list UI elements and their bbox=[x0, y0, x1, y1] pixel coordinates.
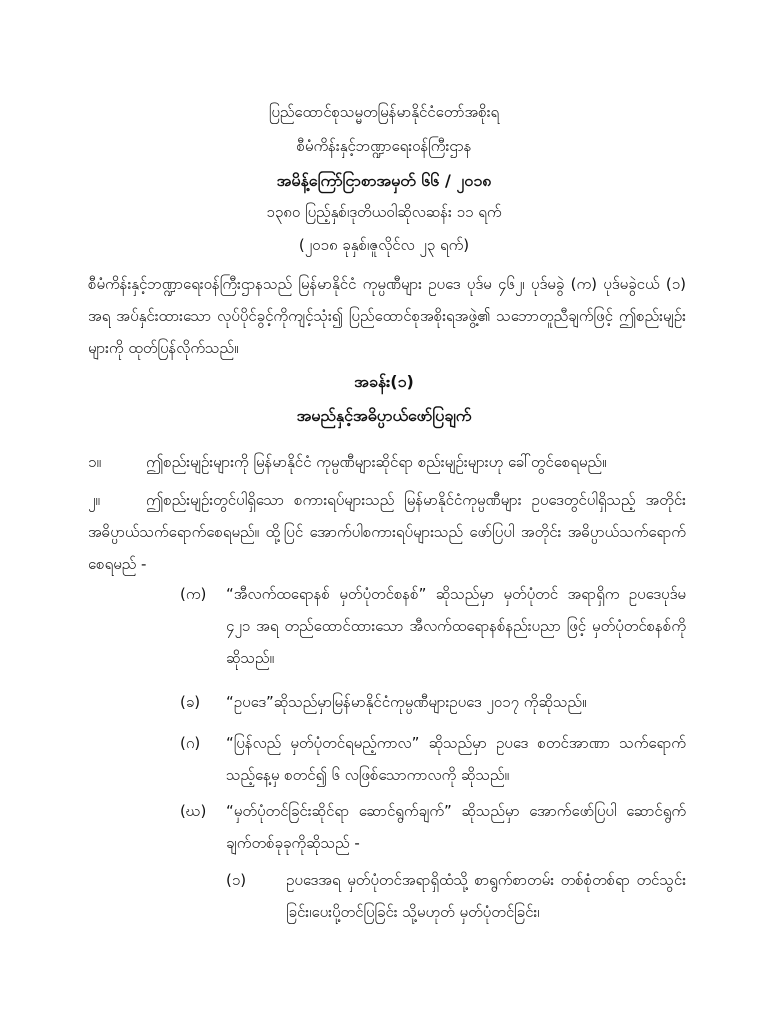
item-label: (ဂ) bbox=[180, 734, 201, 752]
paragraph-text: ဤစည်းမျဉ်းများကို မြန်မာနိုင်ငံ ကုမ္ပဏီများဆိုင်ရာ စည်းမျဉ်းများဟု ခေါ်တွင်စေရမည်။ bbox=[146, 453, 607, 471]
government-heading: ပြည်ထောင်စုသမ္မတမြန်မာနိုင်ငံတော်အစိုးရ bbox=[268, 103, 500, 121]
definition-item-kha bbox=[180, 686, 686, 718]
sub-item-label: (၁) bbox=[226, 871, 247, 889]
item-text: “အီလက်ထရောနစ် မှတ်ပုံတင်စနစ်” ဆိုသည်မှာ မှတ်ပုံတင် အရာရှိက ဥပဒေပုဒ်မ ၄၂၁ အရ တည်ထောင်ထားသော အီလက်ထရောနစ်နည်းပညာ ဖြင့် မှတ်ပုံတင်စနစ်ကို ဆိုသည်။ bbox=[226, 585, 686, 667]
myanmar-date: ၁၃၈၀ ပြည့်နှစ်၊ဒုတိယဝါဆိုလဆန်း ၁၁ ရက် bbox=[266, 203, 502, 221]
gregorian-date: (၂၀၁၈ ခုနှစ်၊ဇူလိုင်လ ၂၃ ရက်) bbox=[298, 236, 470, 254]
ministry-heading: စီမံကိန်းနှင့်ဘဏ္ဍာရေးဝန်ကြီးဌာန bbox=[296, 137, 472, 155]
paragraph-number: ၁။ bbox=[88, 453, 101, 471]
item-text: “မှတ်ပုံတင်ခြင်းဆိုင်ရာ ဆောင်ရွက်ချက်” ဆိုသည်မှာ အောက်ဖော်ပြပါ ဆောင်ရွက်ချက်တစ်ခုခုကိုဆိုသည် - bbox=[226, 802, 686, 852]
sub-item-1 bbox=[226, 864, 686, 928]
definition-item-gha bbox=[180, 795, 686, 859]
item-text: “ဥပဒေ”ဆိုသည်မှာမြန်မာနိုင်ငံကုမ္ပဏီများဥပဒေ ၂၀၁၇ ကိုဆိုသည်။ bbox=[226, 693, 587, 711]
chapter-subtitle: အမည်နှင့်အဓိပ္ပာယ်ဖော်ပြချက် bbox=[296, 406, 472, 425]
paragraph-number: ၂။ bbox=[88, 491, 100, 509]
item-label: (က) bbox=[180, 585, 207, 603]
paragraph-text: ဤစည်းမျဉ်းတွင်ပါရှိသော စကားရပ်များသည် မြန်မာနိုင်ငံကုမ္ပဏီများ ဥပဒေတွင်ပါရှိသည့် အတိုင်း အဓိပ္ပာယ်သက်ရောက်စေရမည်။ ထို့ပြင် အောက်ပါစကားရပ်များသည် ဖော်ပြပါ အတိုင်း အဓိပ္ပာယ်သက်ရောက်စေရမည် - bbox=[88, 491, 686, 573]
definition-item-ka bbox=[180, 578, 686, 674]
sub-item-text: ဥပဒေအရ မှတ်ပုံတင်အရာရှိထံသို့ စာရွက်စာတမ်း တစ်စုံတစ်ရာ တင်သွင်းခြင်း၊ပေးပို့တင်ပြခြင်း သို့မဟုတ် မှတ်ပုံတင်ခြင်း၊ bbox=[286, 871, 686, 921]
item-label: (ခ) bbox=[180, 693, 201, 711]
intro-paragraph: စီမံကိန်းနှင့်ဘဏ္ဍာရေးဝန်ကြီးဌာနသည် မြန်မာနိုင်ငံ ကုမ္ပဏီများ ဥပဒေ ပုဒ်မ ၄၆၂၊ ပုဒ်မခွဲ (က) ပုဒ်မခွဲငယ် (၁) အရ အပ်နှင်းထားသော လုပ်ပိုင်ခွင့်ကိုကျင့်သုံး၍ ပြည်ထောင်စုအစိုးရအဖွဲ့၏ သဘောတူညီချက်ဖြင့် ဤစည်းမျဉ်းများကို ထုတ်ပြန်လိုက်သည်။ bbox=[88, 275, 686, 357]
notification-number: အမိန့်ကြော်ငြာစာအမှတ် ၆၆ / ၂၀၁၈ bbox=[276, 171, 492, 190]
definition-item-ga bbox=[180, 727, 686, 791]
paragraph-2 bbox=[88, 484, 686, 580]
chapter-title: အခန်း(၁) bbox=[354, 372, 414, 391]
item-text: “ပြန်လည် မှတ်ပုံတင်ရမည့်ကာလ” ဆိုသည်မှာ ဥပဒေ စတင်အာဏာ သက်ရောက်သည့်နေ့မှ စတင်၍ ၆ လဖြစ်သောကာလကို ဆိုသည်။ bbox=[226, 734, 686, 784]
paragraph-1 bbox=[88, 447, 686, 477]
item-label: (ဃ) bbox=[180, 802, 207, 820]
